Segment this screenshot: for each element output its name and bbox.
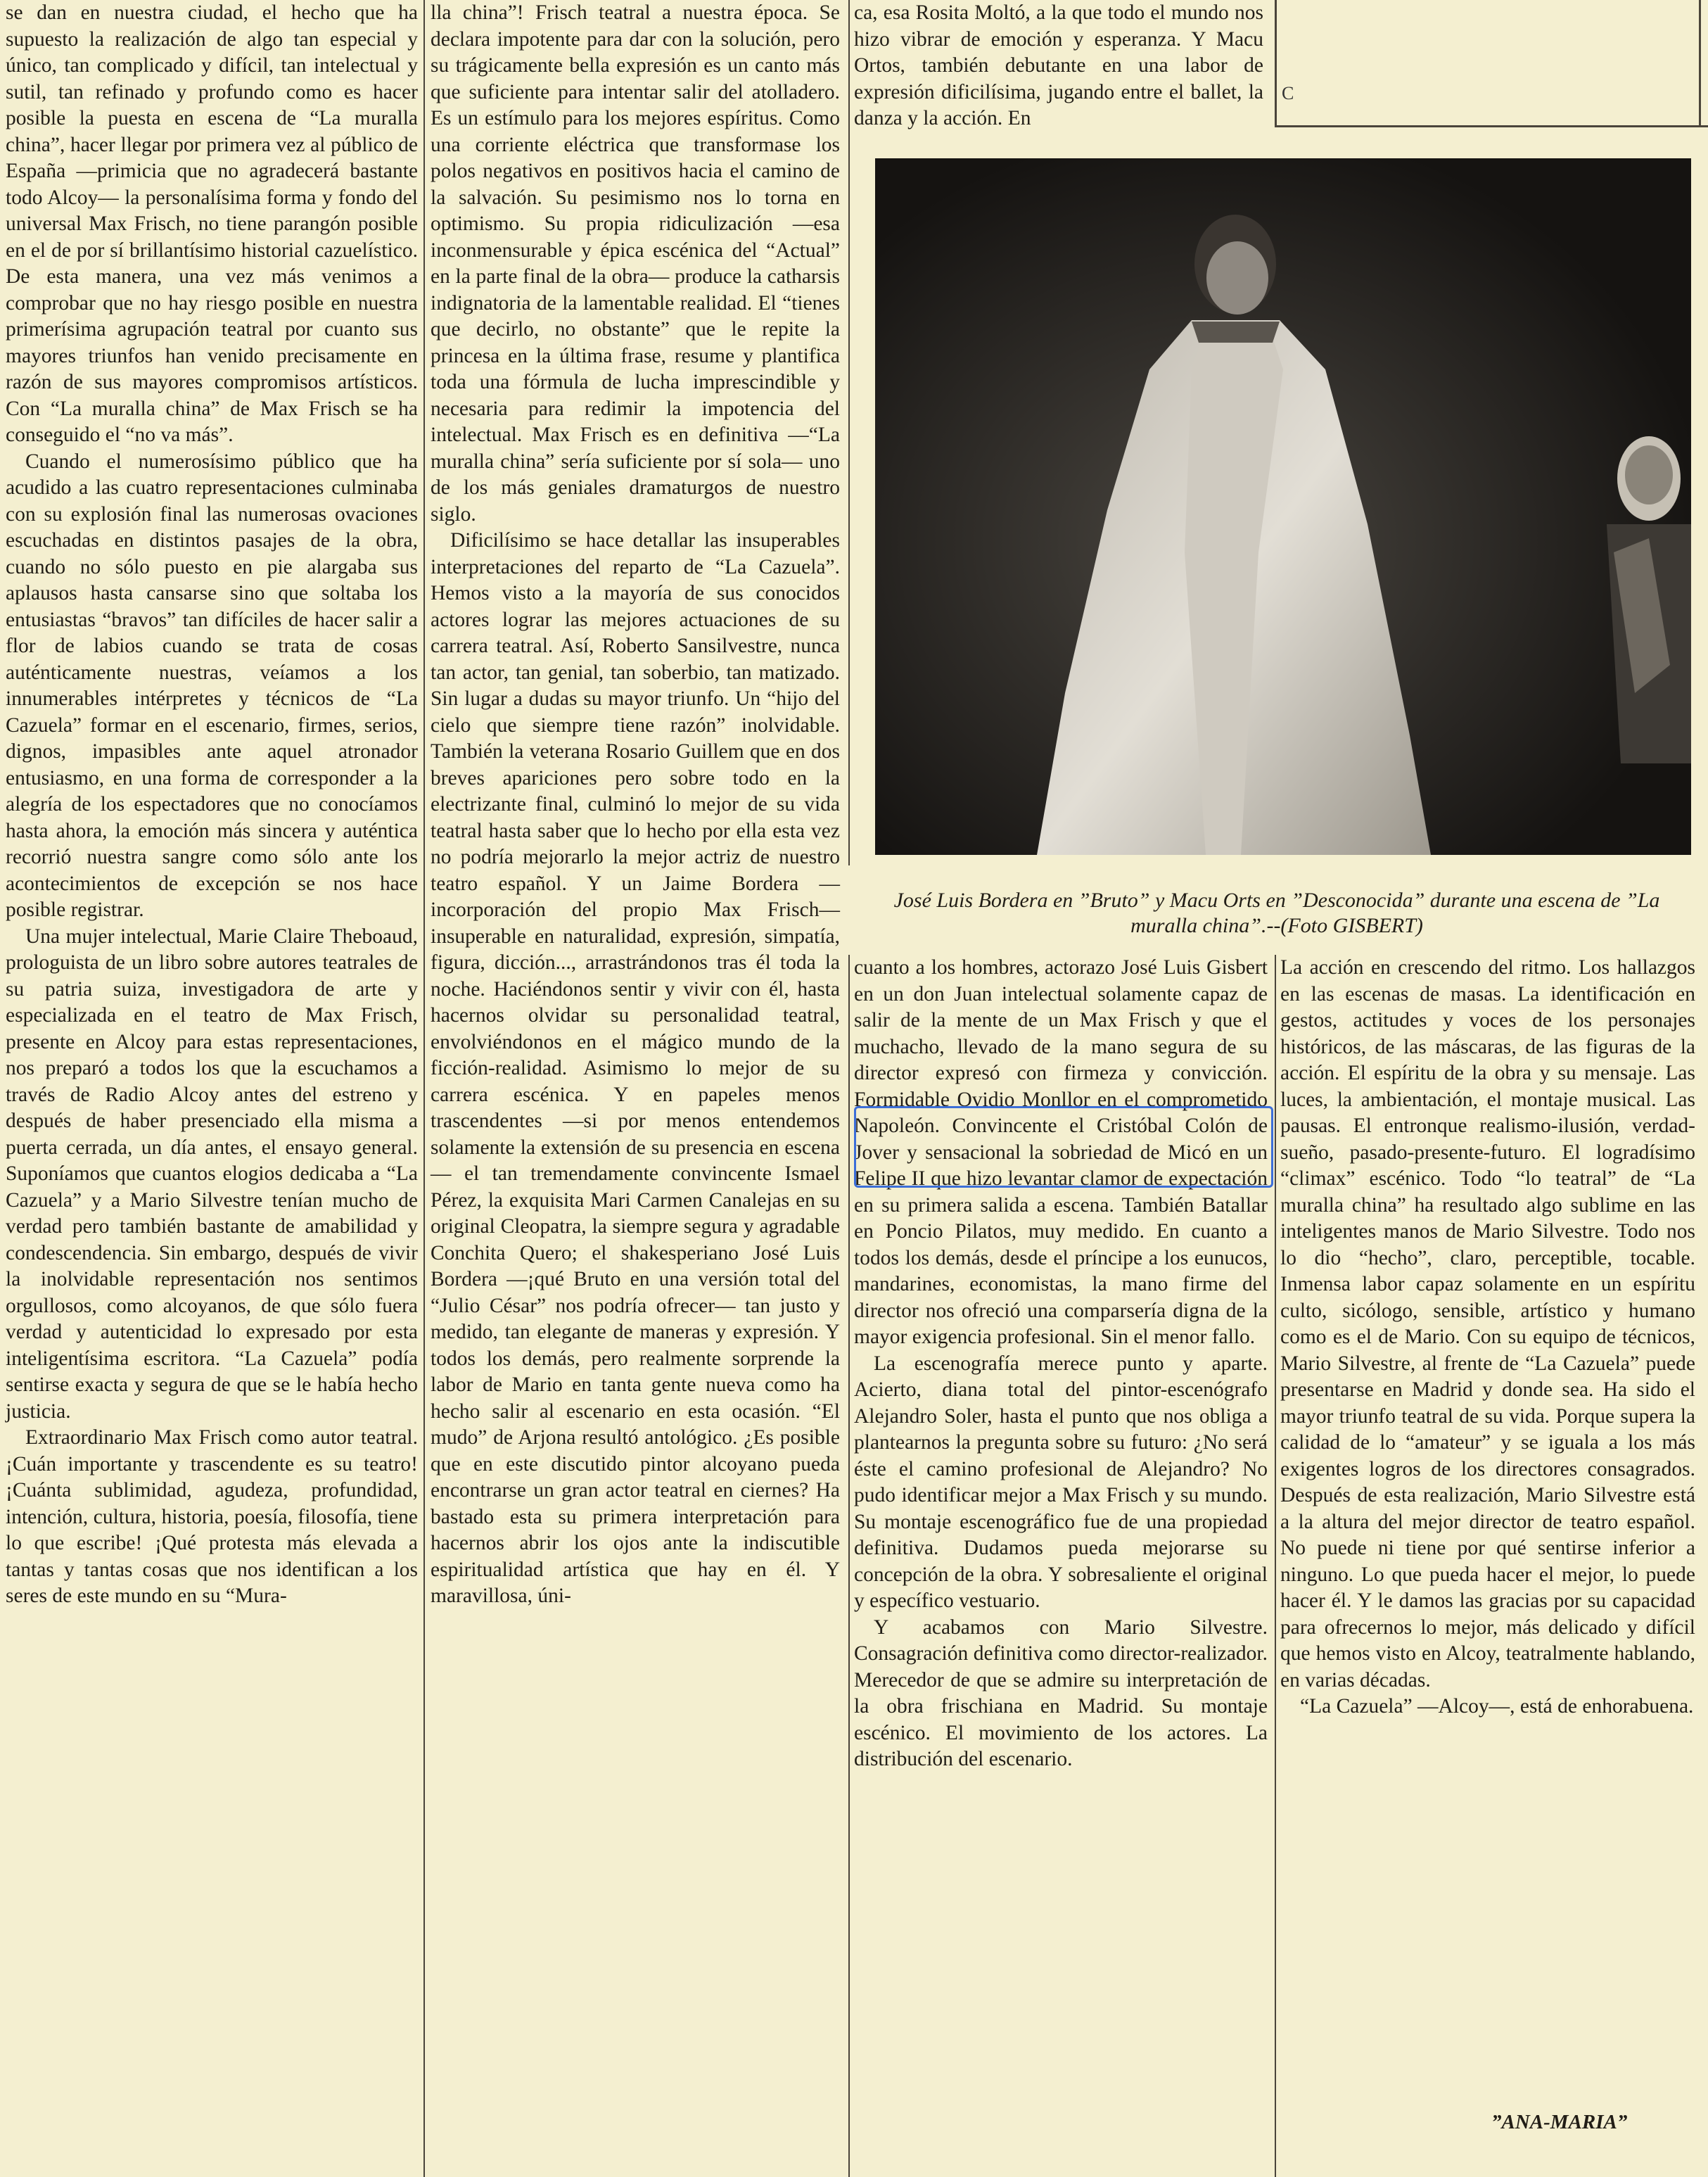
paragraph: Dificilísimo se hace detallar las insuperables interpretaciones del reparto de “La Cazuela”. Hemos visto a la mayoría de sus conocidos actores lograr las mejores actuaciones de su carrera teatral. Así, Roberto Sansilvestre, nunca tan actor, tan genial, tan soberbio, tan matizado. Sin lugar a dudas su mayor triunfo. Un “hijo del cielo que siempre tiene razón” inolvidable. También la veterana Rosario Guillem que en dos breves apariciones pero sobre todo en la electrizante final, culminó lo mejor de su vida teatral hasta saber que lo hecho por ella esta vez no podría mejorarlo la mejor actriz de nuestro teatro español. Y un Jaime Bordera —incorporación del propio Max Frisch— insuperable en naturalidad, expresión, simpatía, figura, dicción..., arrastrándonos tras él toda la noche. Haciéndonos sentir y vivir con él, hasta hacernos olvidar su personalidad teatral, envolviéndonos en el mágico mundo de la ficción-realidad. Asimismo lo mejor de su carrera escénica. Y en papeles menos trascendentes —si por menos entendemos solamente la extensión de su presencia en escena— el tan tremendamente convincente Ismael Pérez, la exquisita Mari Carmen Canalejas en su original Cleopatra, la siempre segura y agradable Conchita Quero; el shakesperiano José Luis Bordera —¡qué Bruto en una versión total del “Julio César” nos podría ofrecer— tan justo y medido, tan elegante de maneras y expresión. Y todos los demás, pero realmente sorprende la labor de Mario en tanta gente nueva como ha hecho salir al escenario en esta ocasión. “El mudo” de Arjona resultó antológico. ¿Es posible que en este discutido pintor alcoyano pueda encontrarse un gran actor teatral en ciernes? Ha bastado esta su primera interpretación para hacernos abrir los ojos ante la indiscutible espiritualidad artística que hay en él. Y maravillosa, úni- — [431, 529, 840, 1607]
column-rule — [848, 0, 850, 865]
article-column-1 — [6, 0, 418, 1610]
clipping-edge — [1275, 0, 1277, 127]
article-column-4 — [1280, 955, 1695, 1720]
column-rule — [423, 0, 425, 2177]
paragraph: Una mujer intelectual, Marie Claire Theboaud, prologuista de un libro sobre autores teatrales de su patria suiza, investigadora de arte y especializada en el teatro de Max Frisch, presente en Alcoy para estas representaciones, nos preparó a todos los que la escuchamos a través de Radio Alcoy antes del estreno y después de haber presenciado ella misma a puerta cerrada, un día antes, el ensayo general. Suponíamos que cuantos elogios dedicaba a “La Cazuela” y a Mario Silvestre tenían mucho de verdad pero también bastante de amabilidad y condescendencia. Sin embargo, después de vivir la inolvidable representación nos sentimos orgullosos, como alcoyanos, de que sólo fuera verdad y autenticidad lo expresado por esta inteligentísima escritora. “La Cazuela” podía sentirse exacta y segura de que se le había hecho justicia. — [6, 925, 418, 1423]
stage-photo — [875, 158, 1691, 855]
article-column-3 — [854, 955, 1268, 1773]
column-rule — [1275, 955, 1276, 2177]
paragraph: Y acabamos con Mario Silvestre. Consagración definitiva como director-realizador. Merecedor de que se admire su interpretación de la obra frischiana en Madrid. Su montaje escénico. El movimiento de los actores. La distribución del escenario. — [854, 1616, 1268, 1770]
pen-highlight — [854, 1106, 1273, 1188]
paragraph: se dan en nuestra ciudad, el hecho que ha supuesto la realización de algo tan especial y único, tan complicado y difícil, tan intelectual y sutil, tan refinado y profundo como es hacer posible la puesta en escena de “La muralla china”, hacer llegar por primera vez al público de España —primicia que no agradecerá bastante todo Alcoy— la personalísima forma y fondo del universal Max Frisch, no tiene parangón posible en el de por sí brillantísimo historial cazuelístico. De esta manera, una vez más venimos a comprobar que no hay riesgo posible en nuestra primerísima agrupación teatral por cuanto sus mayores triunfos han venido precisamente en razón de sus mayores compromisos artísticos. Con “La muralla china” de Max Frisch se ha conseguido el “no va más”. — [6, 1, 418, 446]
paragraph: cuanto a los hombres, actorazo José Luis Gisbert en un don Juan intelectual solamente capaz de salir de la mente de un Max Frisch y que el muchacho, llevado de la mano segura de su director expresó con firmeza y convicción. Formidable Ovidio Monllor en el comprometido Napoleón. Convincente el Cristóbal Colón de Jover y sensacional la sobriedad de Micó en un Felipe II que hizo levantar clamor de expectación en su primera salida a escena. También Batallar en Poncio Pilatos, muy medido. En cuanto a todos los demás, desde el príncipe a los eunucos, mandarines, economistas, la mano firme del director nos ofreció una comparsería digna de la mayor exigencia profesional. Sin el menor fallo. — [854, 956, 1268, 1348]
paragraph: ca, esa Rosita Moltó, a la que todo el mundo nos hizo vibrar de emoción y esperanza. Y Macu Ortos, también debutante en una labor de expresión dificilísima, jugando entre el ballet, la danza y la acción. En — [854, 1, 1263, 129]
column-rule — [848, 955, 850, 2177]
paragraph: Cuando el numerosísimo público que ha acudido a las cuatro representaciones culminaba con su explosión final las numerosas ovaciones escuchadas en distintos pasajes de la obra, cuando no sólo puesto en pie alargaba sus aplausos hasta cansarse sino que soltaba los entusiastas “bravos” tan difíciles de hacer salir a flor de labios cuando se trata de cosas auténticamente nuestras, veíamos a los innumerables intérpretes y técnicos de “La Cazuela” formar en el escenario, firmes, serios, dignos, impasibles ante aquel atronador entusiasmo, en una forma de corresponder a la alegría de los espectadores que no conocíamos hasta ahora, la emoción más sincera y auténtica recorrió nuestra sangre como sólo ante los acontecimientos de excepción se nos hace posible registrar. — [6, 450, 418, 921]
photo-caption: José Luis Bordera en ”Bruto” y Macu Orts en ”Desconocida” durante una escena de ”La muralla china”.--(Foto GISBERT) — [893, 889, 1660, 937]
paragraph: “La Cazuela” —Alcoy—, está de enhorabuena. — [1300, 1695, 1694, 1718]
paragraph: La escenografía merece punto y aparte. Acierto, diana total del pintor-escenógrafo Alejandro Soler, hasta el punto que nos obliga a plantearnos la pregunta sobre su futuro: ¿No será éste el camino profesional de Alejandro? No pudo identificar mejor a Max Frisch y su mundo. Su montaje escenográfico fue de una propiedad definitiva. Dudamos pueda mejorarse su concepción de la obra. Y sobresaliente el original y específico vestuario. — [854, 1352, 1268, 1612]
paragraph: lla china”! Frisch teatral a nuestra época. Se declara impotente para dar con la solución, pero su trágicamente bella expresión es un canto más que suficiente para intentar salir del atolladero. Es un estímulo para los mejores espíritus. Como una corriente eléctrica que transformase los polos negativos en positivos hacia el camino de la salvación. Su pesimismo nos lo torna en optimismo. Su propia ridiculización —esa inconmensurable y épica escénica del “Actual” en la parte final de la obra— produce la catharsis indignatoria de la lamentable realidad. El “tienes que decirlo, no obstante” que le repite la princesa en la última frase, resume y plantifica toda una fórmula de lucha imprescindible y necesaria para redimir la impotencia del intelectual. Max Frisch es en definitiva —“La muralla china” sería suficiente por sí sola— uno de los más geniales dramaturgos de nuestro siglo. — [431, 1, 840, 526]
stage-photo-image — [875, 158, 1691, 855]
paragraph: La acción en crescendo del ritmo. Los hallazgos en las escenas de masas. La identificación en gestos, actitudes y voces de los personajes históricos, de las máscaras, de las figuras de la acción. El espíritu de la obra y su mensaje. Las luces, la ambientación, el montaje musical. Las pausas. El entronque realismo-ilusión, verdad-sueño, pasado-presente-futuro. El logradísimo “climax” escénico. Todo “lo teatral” de “La muralla china” ha resultado algo sublime en las inteligentes manos de Mario Silvestre. Todo nos lo dio “hecho”, claro, perceptible, tocable. Inmensa labor capaz solamente en un espíritu culto, sicólogo, sensible, artístico y humano como es el de Mario. Con su equipo de técnicos, Mario Silvestre, al frente de “La Cazuela” puede presentarse en Madrid y donde sea. Ha sido el mayor triunfo teatral de su vida. Porque supera la calidad de lo “amateur” y se iguala a los más exigentes logros de los directores consagrados. Después de esta realización, Mario Silvestre está a la altura del mejor director de teatro español. No puede ni tiene por qué sentirse inferior a ninguno. Lo que pueda hacer el mejor, lo puede hacer él. Y le damos las gracias por su capacidad para ofrecernos lo mejor, más delicado y difícil que hemos visto en Alcoy, teatralmente hablando, en varias décadas. — [1280, 956, 1695, 1692]
paragraph: Extraordinario Max Frisch como autor teatral. ¡Cuán importante y trascendente es su teatro! ¡Cuánta sublimidad, agudeza, profundidad, intención, cultura, historia, poesía, filosofía, tiene lo que escribe! ¡Qué protesta más elevada a tantas y tantas cosas que nos identifican a los seres de este mundo en su “Mura- — [6, 1426, 418, 1607]
article-column-3-top — [854, 0, 1263, 132]
author-signature: ”ANA-MARIA” — [1491, 2111, 1628, 2133]
clipping-edge — [1275, 125, 1708, 127]
clipping-edge — [1699, 0, 1701, 127]
margin-letter: C — [1282, 83, 1294, 103]
article-column-2 — [431, 0, 840, 1610]
